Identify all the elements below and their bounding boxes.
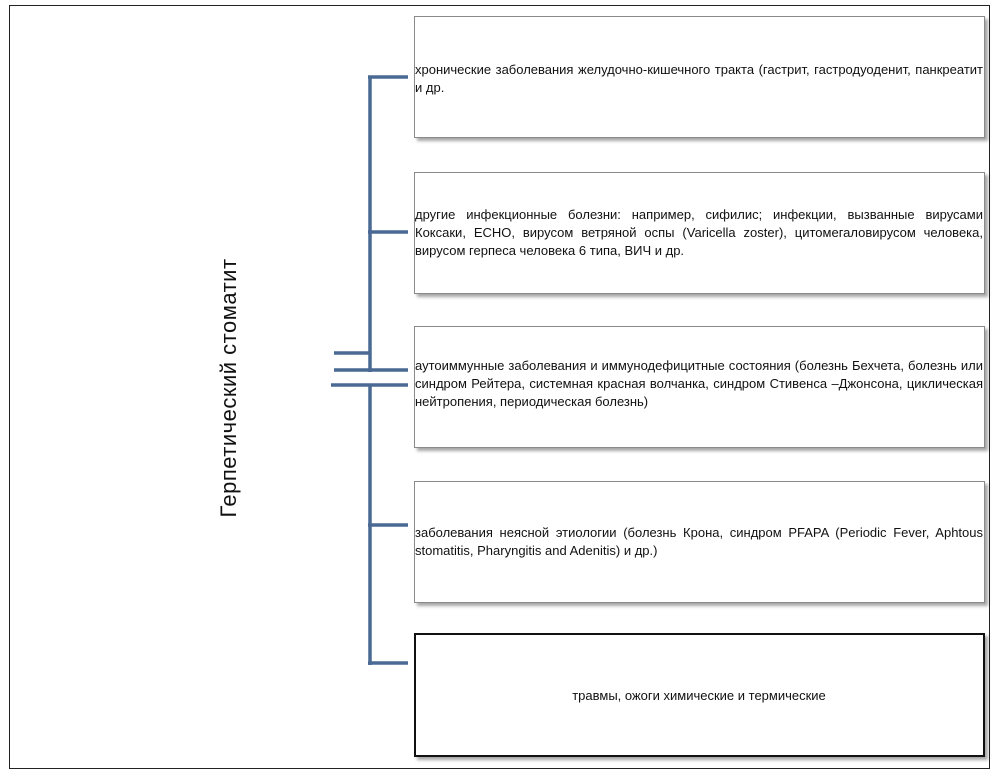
box-5-text: травмы, ожоги химические и термические [572,688,826,703]
box-3-text: аутоиммунные заболевания и иммунодефицитные состояния (болезнь Бехчета, болезнь или синдром Рейтера, системная красная волчанка, синдром Стивенса –Джонсона, циклическая нейтропения, периодическая болезнь) [415,358,983,409]
diagram-title: Герпетический стоматит [216,258,241,518]
box-unknown-etiology [414,481,985,603]
box-1-text: хронические заболевания желудочно-кишечного тракта (гастрит, гастродуоденит, панкреатит и др. [415,62,983,95]
box-autoimmune [414,326,985,448]
box-chronic-gi [414,16,985,138]
box-other-infections [414,172,985,294]
box-trauma-burns [414,633,985,757]
box-2-text: другие инфекционные болезни: например, сифилис; инфекции, вызванные вирусами Коксаки, ЕСНО, вирусом ветряной оспы (Varicella zoster), цитомегаловирусом человека, вирусом герпеса человека 6 типа, ВИЧ и др. [415,207,983,258]
box-4-text: заболевания неясной этиологии (болезнь Крона, синдром PFAPA (Periodic Fever, Aphtous stomatitis, Pharyngitis and Adenitis) и др.) [415,525,983,558]
